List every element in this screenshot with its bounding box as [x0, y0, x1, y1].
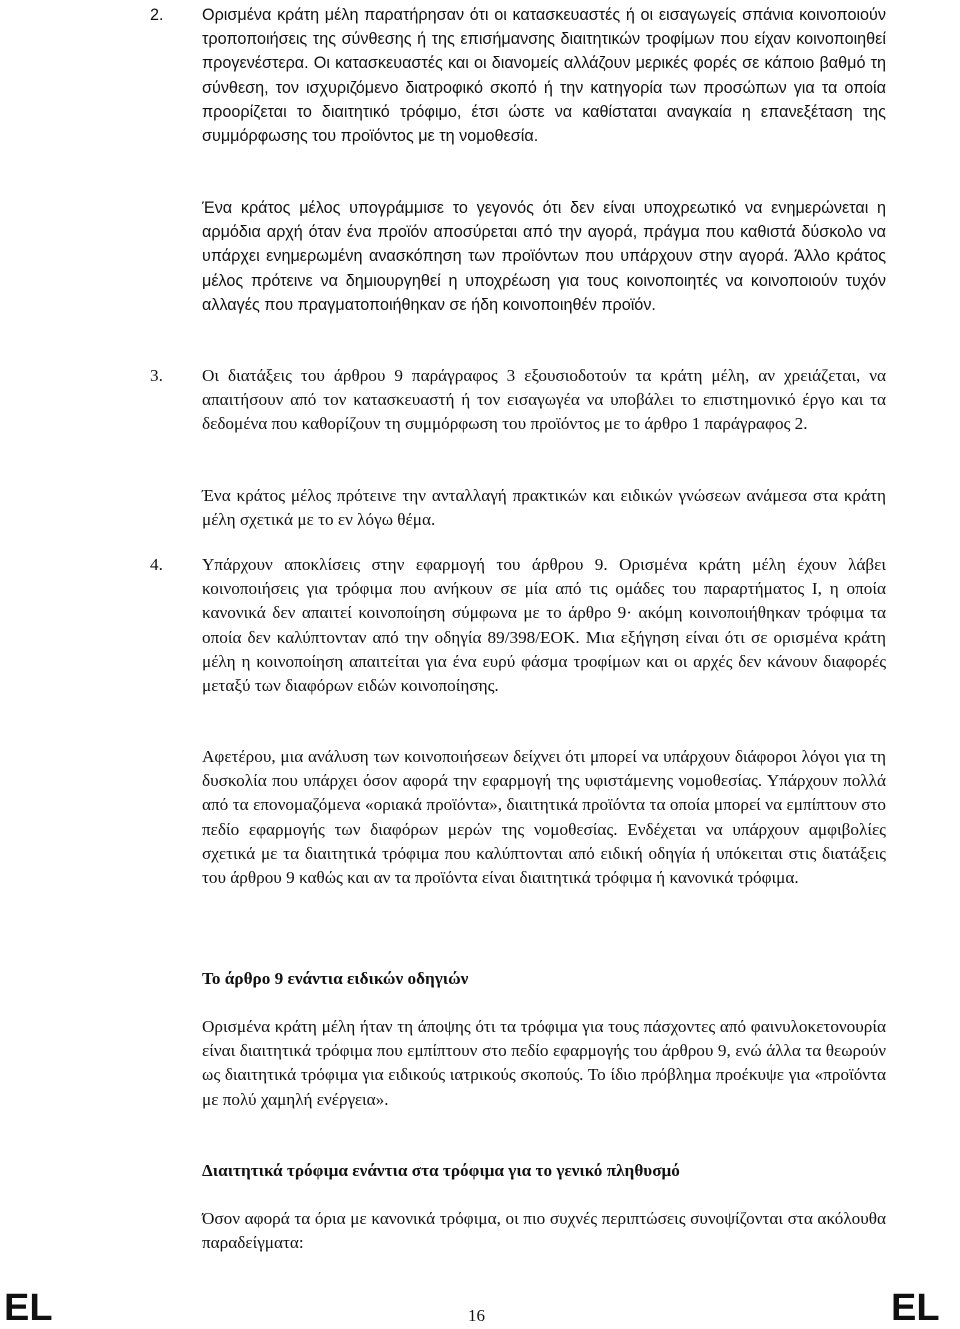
paragraph: Υπάρχουν αποκλίσεις στην εφαρμογή του άρθρου 9. Ορισμένα κράτη μέλη έχουν λάβει κοινοποιήσεις για τρόφιμα που ανήκουν σε μία από τις ομάδες του παραρτήματος Ι, η οποία κανονικά δεν απαιτεί κοινοποίηση σύμφωνα με το άρθρο 9· ακόμη κοινοποιήθηκαν τρόφιμα τα οποία δεν καλύπτονταν από την οδηγία 89/398/ΕΟΚ. Μια εξήγηση είναι ότι σε ορισμένα κράτη μέλη η κοινοποίηση απαιτείται για ένα ευρύ φάσμα τροφίμων και οι αρχές δεν κάνουν διαφορές μεταξύ των διαφόρων ειδών κοινοποίησης. — [202, 555, 886, 696]
item-number: 4. — [150, 555, 163, 574]
paragraph: Ένα κράτος μέλος πρότεινε την ανταλλαγή πρακτικών και ειδικών γνώσεων ανάμεσα στα κράτη μέλη σχετικά με το εν λόγω θέμα. — [202, 486, 886, 530]
paragraph: Οι διατάξεις του άρθρου 9 παράγραφος 3 εξουσιοδοτούν τα κράτη μέλη, αν χρειάζεται, να απαιτήσουν από τον κατασκευαστή ή τον εισαγωγέα να υποβάλει το επιστημονικό έργο και τα δεδομένα που καθορίζουν τη συμμόρφωση του προϊόντος με το άρθρο 1 παράγραφος 2. — [202, 366, 886, 434]
section-heading: Διαιτητικά τρόφιμα ενάντια στα τρόφιμα για το γενικό πληθυσμό — [202, 1161, 680, 1180]
paragraph: Ορισμένα κράτη μέλη ήταν τη άποψης ότι τα τρόφιμα για τους πάσχοντες από φαινυλοκετονουρία είναι διαιτητικά τρόφιμα που εμπίπτουν στο πεδίο εφαρμογής του άρθρου 9, ενώ άλλα τα θεωρούν ως διαιτητικά τρόφιμα για ειδικούς ιατρικούς σκοπούς. Το ίδιο πρόβλημα προέκυψε για «προϊόντα με πολύ χαμηλή ενέργεια». — [202, 1017, 886, 1109]
paragraph: Ένα κράτος μέλος υπογράμμισε το γεγονός ότι δεν είναι υποχρεωτικό να ενημερώνεται η αρμόδια αρχή όταν ένα προϊόν αποσύρεται από την αγορά, πράγμα που καθιστά δύσκολο να υπάρχει ενημερωμένη ανασκόπηση των προϊόντων που υπάρχουν στην αγορά. Άλλο κράτος μέλος πρότεινε να δημιουργηθεί η υποχρέωση για τους κοινοποιητές να κοινοποιούν τυχόν αλλαγές που πραγματοποιήθηκαν σε ήδη κοινοποιηθέν προϊόν. — [202, 199, 886, 314]
paragraph: Ορισμένα κράτη μέλη παρατήρησαν ότι οι κατασκευαστές ή οι εισαγωγείς σπάνια κοινοποιούν τροποποιήσεις της σύνθεσης ή της επισήμανσης διαιτητικών τροφίμων που είχαν κοινοποιηθεί προγενέστερα. Οι κατασκευαστές και οι διανομείς αλλάζουν μερικές φορές σε κάποιο βαθμό τη σύνθεση, τον ισχυριζόμενο διατροφικό σκοπό ή την κατηγορία των προσώπων για τα οποία προορίζεται το διαιτητικό τρόφιμο, έτσι ώστε να καθίσταται αναγκαία η επανεξέταση της συμμόρφωσης του προϊόντος με τη νομοθεσία. — [202, 6, 886, 146]
item-number: 2. — [150, 6, 164, 24]
item-number: 3. — [150, 366, 163, 385]
footer-language-left: EL — [4, 1287, 53, 1329]
footer-language-right: EL — [891, 1287, 940, 1329]
page-number: 16 — [468, 1306, 485, 1325]
paragraph: Αφετέρου, μια ανάλυση των κοινοποιήσεων δείχνει ότι μπορεί να υπάρχουν διάφοροι λόγοι για τη δυσκολία που υπάρχει όσον αφορά την εφαρμογή της υφιστάμενης νομοθεσίας. Υπάρχουν πολλά από τα επονομαζόμενα «οριακά προϊόντα», διαιτητικά προϊόντα τα οποία μπορεί να εμπίπτουν στο πεδίο εφαρμογής των διαφόρων μερών της νομοθεσίας. Ενδέχεται να υπάρχουν αμφιβολίες σχετικά με τα διαιτητικά τρόφιμα που καλύπτονται από ειδική οδηγία ή υπόκειται στις διατάξεις του άρθρου 9 καθώς και αν τα προϊόντα είναι διαιτητικά τρόφιμα ή κανονικά τρόφιμα. — [202, 747, 886, 888]
section-heading: Το άρθρο 9 ενάντια ειδικών οδηγιών — [202, 969, 469, 988]
paragraph: Όσον αφορά τα όρια με κανονικά τρόφιμα, οι πιο συχνές περιπτώσεις συνοψίζονται στα ακόλουθα παραδείγματα: — [202, 1209, 886, 1253]
